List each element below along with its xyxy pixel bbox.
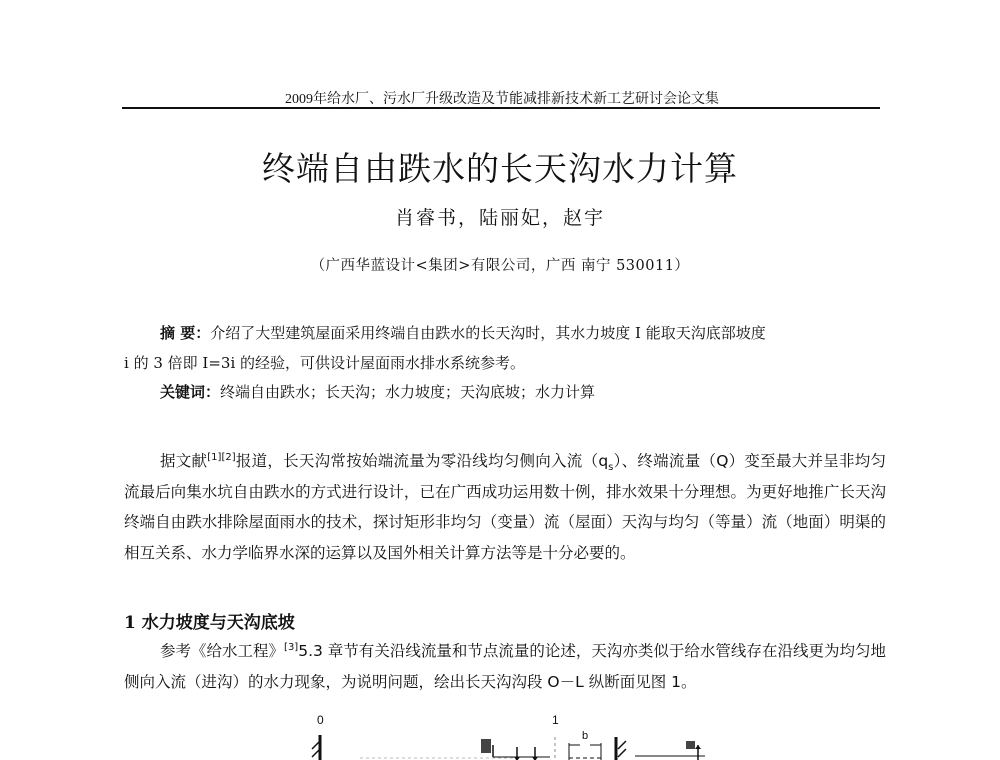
- section1-seg1: 参考《给水工程》: [160, 642, 285, 660]
- running-header: 2009年给水厂、污水厂升级改造及节能减排新技术新工艺研讨会论文集: [285, 92, 719, 107]
- keywords: [160, 381, 595, 402]
- abstract: [124, 318, 884, 378]
- keywords-label: 关键词：: [160, 383, 221, 401]
- citation-3: [3]: [284, 641, 299, 653]
- subscript-s: s: [608, 462, 614, 474]
- intro-seg3: ）、终端流量（Q）变至最大并呈非均匀流最后向集水坑自由跌水的方式进行设计，已在广西成功运用数十例，排水效果十分理想。为更好地推广长天沟终端自由跌水排除屋面雨水的技术，探讨矩形非均匀（变量）流（屋面）天沟与均匀（等量）流（地面）明渠的相互关系、水力学临界水深的运算以及国外相关计算方法等是十分必要的。: [124, 452, 886, 562]
- figure-label-1: 1: [552, 713, 559, 727]
- abstract-text-2: i 的 3 倍即 I=3i 的经验，可供设计屋面雨水排水系统参考。: [124, 354, 526, 372]
- paper-title: 终端自由跌水的长天沟水力计算: [262, 149, 738, 188]
- figure-1-profile: [290, 705, 730, 760]
- section1-paragraph: [124, 636, 886, 697]
- authors: 肖睿书，陆丽妃，赵宇: [394, 207, 605, 229]
- keywords-text: 终端自由跌水；长天沟；水力坡度；天沟底坡；水力计算: [220, 383, 596, 401]
- figure-drawing: [290, 705, 730, 760]
- intro-seg2: 报道，长天沟常按始端流量为零沿线均匀侧向入流（q: [235, 452, 609, 470]
- figure-label-0: 0: [317, 713, 324, 727]
- intro-seg1: 据文献: [160, 452, 208, 470]
- section1-seg2: 5.3 章节有关沿线流量和节点流量的论述，天沟亦类似于给水管线存在沿线更为均匀地侧向入流（进沟）的水力现象，为说明问题，绘出长天沟沟段 O－L 纵断面见图 1。: [124, 642, 886, 691]
- abstract-label: 摘 要：: [160, 324, 211, 342]
- abstract-text-1: 介绍了大型建筑屋面采用终端自由跌水的长天沟时，其水力坡度 I 能取天沟底部坡度: [210, 324, 766, 342]
- intro-paragraph: [124, 446, 886, 568]
- abstract-line-1: [124, 318, 884, 348]
- header-rule: [122, 107, 880, 109]
- section-heading-1: 1 水力坡度与天沟底坡: [124, 613, 295, 633]
- citation-1-2: [1][2]: [207, 451, 236, 463]
- figure-label-b: b: [582, 730, 589, 742]
- affiliation: （广西华蓝设计<集团>有限公司，广西 南宁 530011）: [310, 258, 690, 274]
